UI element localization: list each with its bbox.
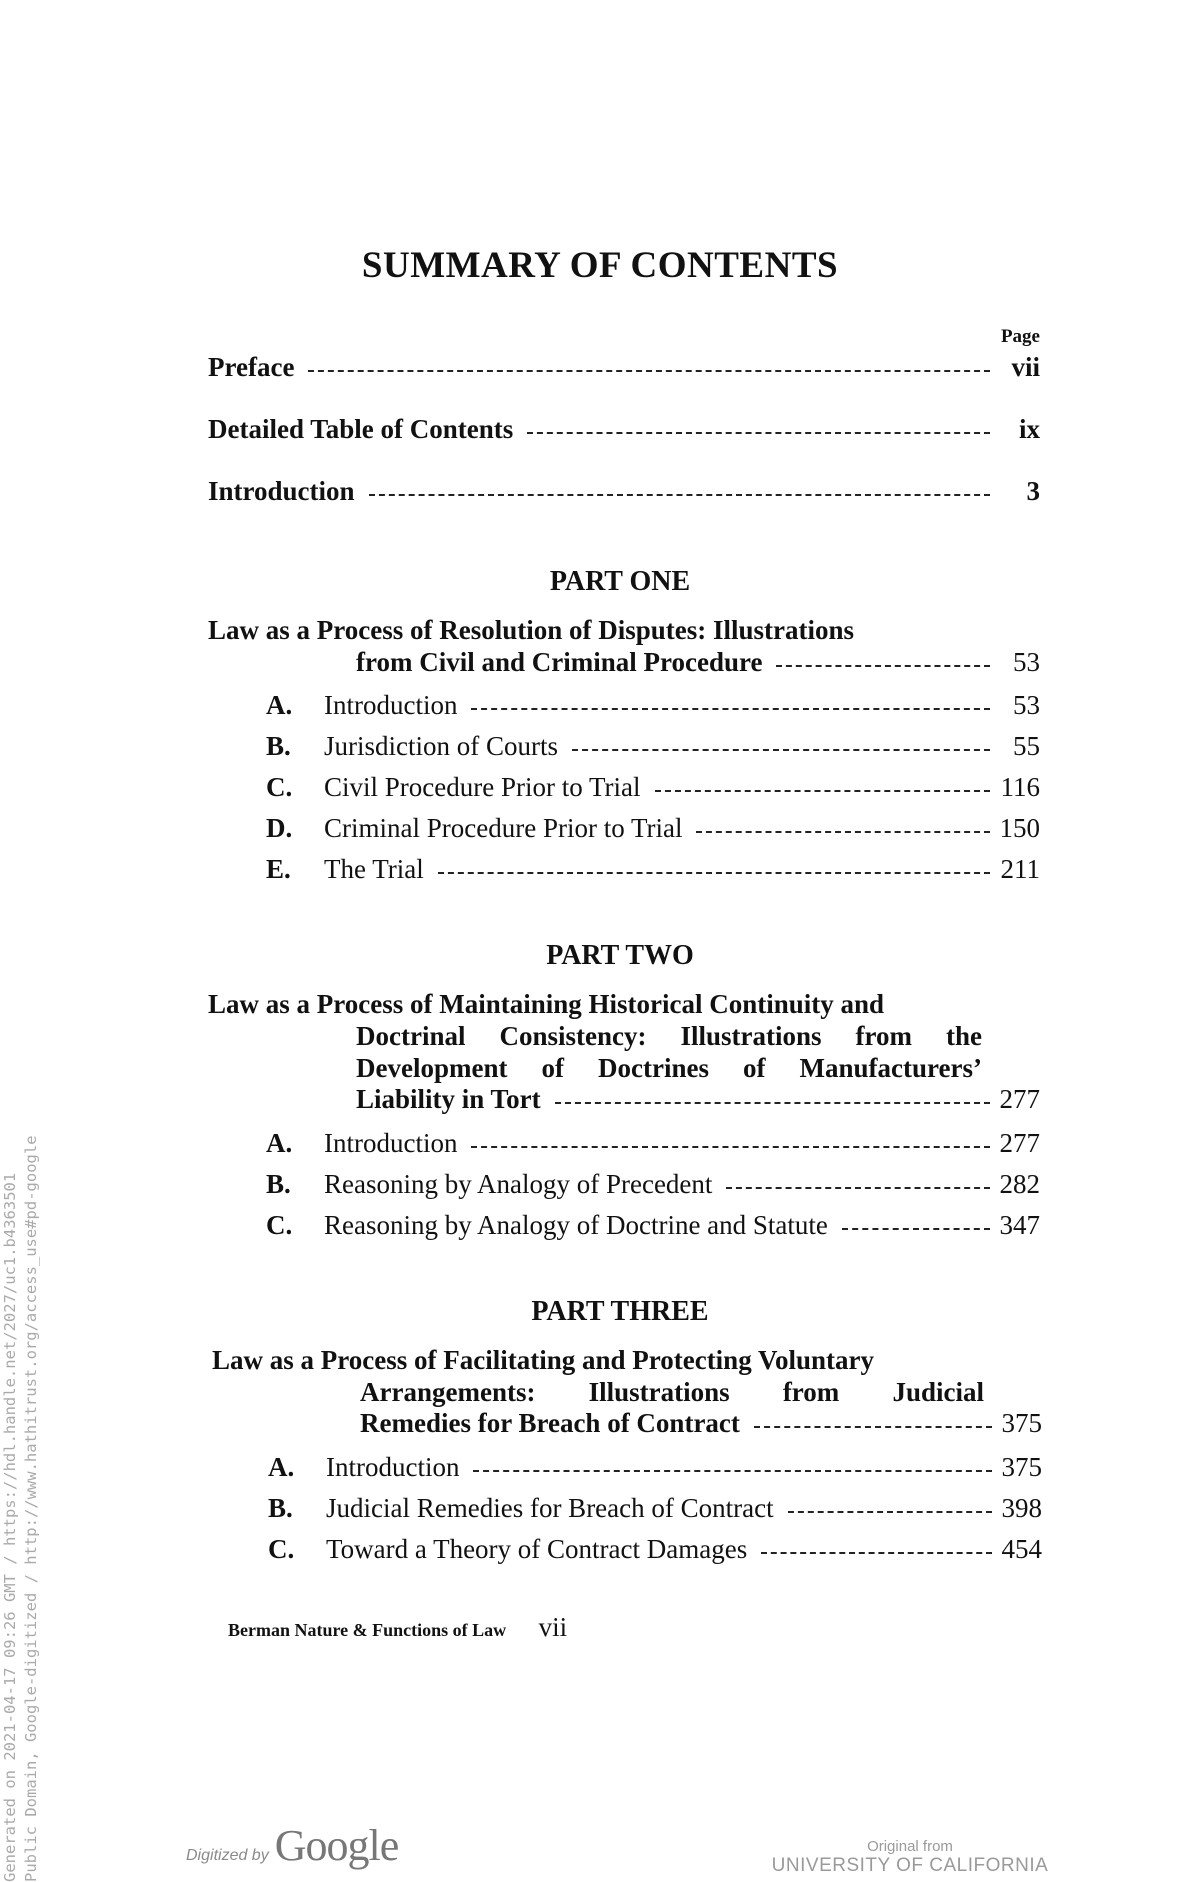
entry-page: 3 [1026, 476, 1040, 506]
side-watermark [0, 912, 42, 1882]
section-page: 282 [999, 1169, 1040, 1199]
section-title: Reasoning by Analogy of Precedent [324, 1169, 713, 1199]
entry-title: Detailed Table of Contents [208, 414, 514, 444]
dot-leader [776, 665, 990, 667]
section-page: 150 [999, 813, 1040, 843]
page-title: SUMMARY OF CONTENTS [361, 245, 839, 286]
section-letter: E. [266, 854, 291, 884]
main-entry-line: Law as a Process of Facilitating and Protecting Voluntary [212, 1345, 874, 1375]
main-entry-line: Remedies for Breach of Contract [360, 1408, 740, 1438]
section-letter: C. [266, 772, 293, 802]
part-two-section-c [266, 1210, 1040, 1241]
entry-page: 277 [999, 1084, 1040, 1114]
section-title: Introduction [326, 1452, 460, 1482]
section-title: Criminal Procedure Prior to Trial [324, 813, 683, 843]
footer-text: Berman Nature & Functions of Law [228, 1620, 507, 1640]
main-entry-line: Liability in Tort [356, 1084, 541, 1114]
google-logo: Google [274, 1821, 399, 1870]
dot-leader [761, 1552, 991, 1554]
part-one-heading: PART ONE [549, 566, 691, 597]
dot-leader [527, 432, 990, 434]
section-title: Judicial Remedies for Breach of Contract [326, 1493, 774, 1523]
section-page: 347 [999, 1210, 1040, 1240]
original-from-label: Original from [867, 1838, 953, 1855]
section-page: 454 [1001, 1534, 1042, 1564]
section-letter: A. [268, 1452, 295, 1482]
part-one-section-e [266, 854, 1040, 885]
part-three-main-entry [212, 1344, 984, 1408]
dot-leader [438, 872, 990, 874]
part-three-heading: PART THREE [531, 1296, 709, 1327]
main-entry-line: Development of Doctrines of Manufacturers’ [356, 1053, 982, 1083]
section-letter: C. [268, 1534, 295, 1564]
section-title: Reasoning by Analogy of Doctrine and Statute [324, 1210, 828, 1240]
part-three-section-a [268, 1452, 1042, 1483]
dot-leader [572, 749, 990, 751]
toc-entry-preface [208, 352, 1040, 383]
entry-page: ix [1018, 414, 1040, 444]
part-two-main-entry [208, 988, 982, 1084]
section-letter: C. [266, 1210, 293, 1240]
page-column-label: Page [1000, 326, 1040, 347]
dot-leader [471, 708, 990, 710]
section-page: 398 [1001, 1493, 1042, 1523]
dot-leader [369, 494, 990, 496]
part-one-section-d [266, 813, 1040, 844]
main-entry-line: Doctrinal Consistency: Illustrations from the [356, 1021, 982, 1051]
dot-leader [473, 1470, 991, 1472]
part-one-section-b [266, 731, 1040, 762]
section-page: 277 [999, 1128, 1040, 1158]
section-page: 53 [1013, 690, 1040, 720]
running-footer [228, 1612, 567, 1643]
dot-leader [655, 790, 991, 792]
section-title: Jurisdiction of Courts [324, 731, 558, 761]
section-title: Introduction [324, 690, 458, 720]
part-one-section-c [266, 772, 1040, 803]
section-letter: A. [266, 1128, 293, 1158]
part-three-section-c [268, 1534, 1042, 1565]
section-title: Introduction [324, 1128, 458, 1158]
dot-leader [842, 1228, 990, 1230]
dot-leader [555, 1102, 990, 1104]
watermark-line: Public Domain, Google-digitized / http://www.hathitrust.org/access_use#pd-google [22, 1135, 40, 1882]
original-from-mark [760, 1838, 1060, 1877]
main-entry-line: Arrangements: Illustrations from Judicial [360, 1377, 984, 1407]
original-institution: UNIVERSITY OF CALIFORNIA [771, 1855, 1049, 1876]
section-letter: B. [266, 1169, 291, 1199]
footer-page-number: vii [538, 1612, 568, 1642]
part-three-main-entry-last-line [360, 1408, 1042, 1439]
entry-title: Preface [208, 352, 295, 382]
toc-entry-detailed-toc [208, 414, 1040, 445]
section-page: 211 [1000, 854, 1040, 884]
toc-entry-introduction [208, 476, 1040, 507]
part-three-section-b [268, 1493, 1042, 1524]
watermark-line: Generated on 2021-04-17 09:26 GMT / https://hdl.handle.net/2027/uc1.b4363501 [1, 1172, 19, 1882]
part-two-section-a [266, 1128, 1040, 1159]
part-one-section-a [266, 690, 1040, 721]
section-title: Civil Procedure Prior to Trial [324, 772, 641, 802]
entry-title: Introduction [208, 476, 355, 506]
part-two-main-entry-last-line [356, 1084, 1040, 1115]
section-letter: D. [266, 813, 293, 843]
dot-leader [471, 1146, 989, 1148]
section-letter: B. [266, 731, 291, 761]
entry-page: 53 [1013, 647, 1040, 677]
section-page: 375 [1001, 1452, 1042, 1482]
section-page: 55 [1013, 731, 1040, 761]
entry-page: 375 [1001, 1408, 1042, 1438]
main-entry-last-line [208, 646, 1040, 678]
section-title: Toward a Theory of Contract Damages [326, 1534, 748, 1564]
digitized-by-label: Digitized by [186, 1847, 269, 1864]
part-two-section-b [266, 1169, 1040, 1200]
section-title: The Trial [324, 854, 424, 884]
main-entry-line: from Civil and Criminal Procedure [356, 647, 763, 677]
dot-leader [754, 1426, 992, 1428]
part-two-heading: PART TWO [546, 940, 694, 971]
digitized-by-mark [186, 1820, 398, 1871]
dot-leader [696, 831, 989, 833]
dot-leader [788, 1511, 992, 1513]
dot-leader [308, 370, 990, 372]
main-entry-line: Law as a Process of Maintaining Historical Continuity and [208, 989, 885, 1019]
dot-leader [726, 1187, 989, 1189]
section-letter: A. [266, 690, 293, 720]
main-entry-line: Law as a Process of Resolution of Disputes: Illustrations [208, 615, 855, 645]
section-page: 116 [1000, 772, 1040, 802]
section-letter: B. [268, 1493, 293, 1523]
part-one-main-entry [208, 614, 1040, 678]
entry-page: vii [1011, 352, 1040, 382]
